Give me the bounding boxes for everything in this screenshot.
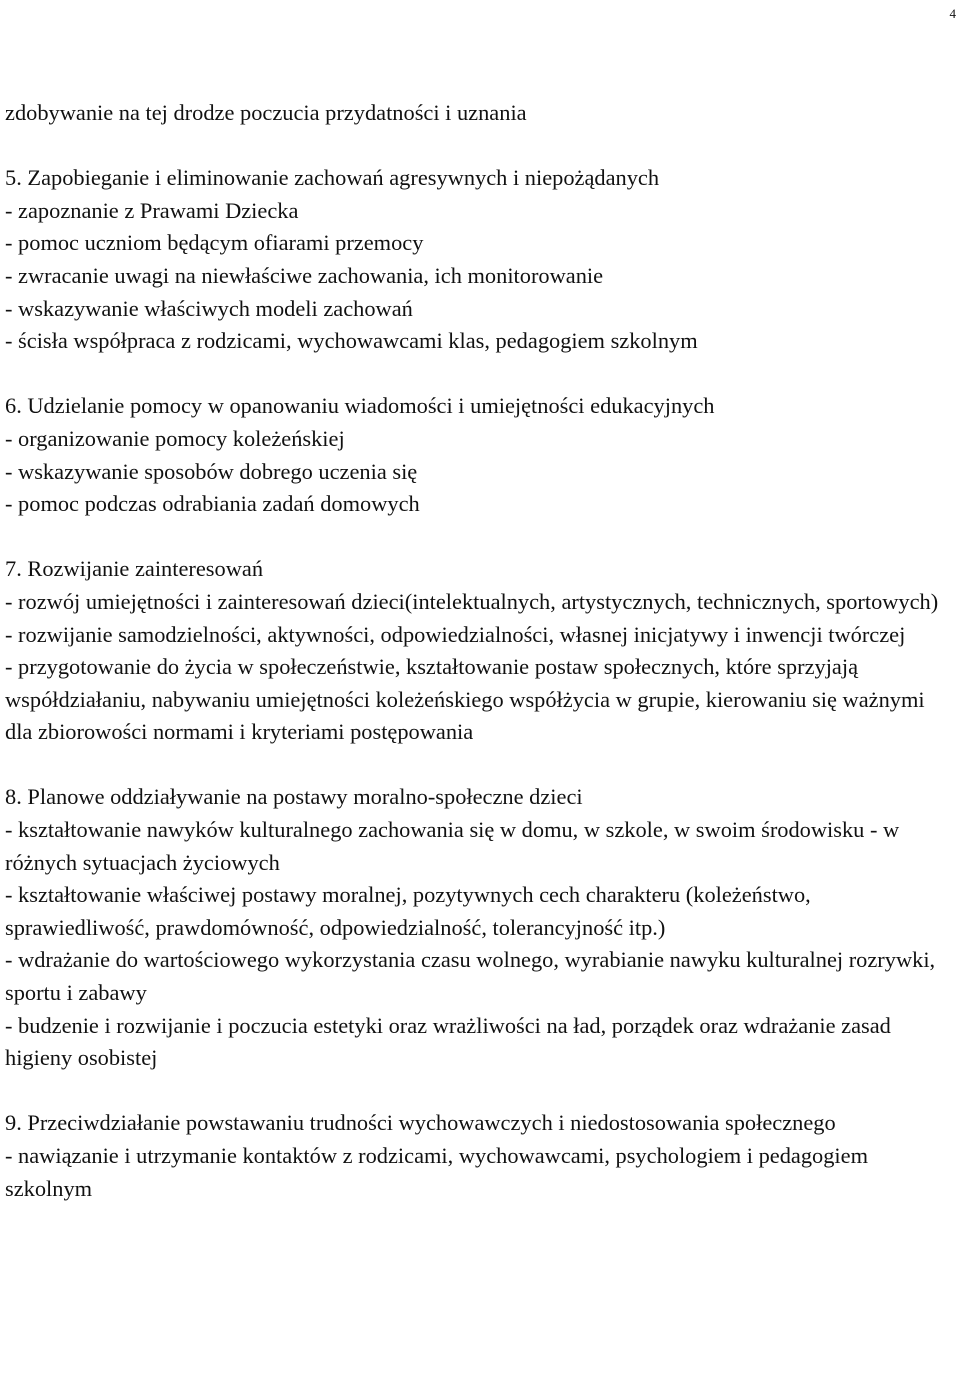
section-5	[5, 162, 957, 358]
section-heading: 9. Przeciwdziałanie powstawaniu trudności wychowawczych i niedostosowania społecznego	[5, 1110, 836, 1136]
intro-line: zdobywanie na tej drodze poczucia przydatności i uznania	[5, 100, 527, 125]
list-item: - wskazywanie właściwych modeli zachowań	[5, 295, 413, 321]
page-number: 4	[949, 6, 956, 21]
list-item: - ścisła współpraca z rodzicami, wychowawcami klas, pedagogiem szkolnym	[5, 328, 698, 354]
section-9	[5, 1107, 957, 1205]
list-item: - wdrażanie do wartościowego wykorzystania czasu wolnego, wyrabianie nawyku kulturalnej rozrywki, sportu i zabawy	[5, 947, 936, 1006]
list-item: - zapoznanie z Prawami Dziecka	[5, 197, 299, 223]
list-item: - pomoc uczniom będącym ofiarami przemocy	[5, 230, 424, 256]
list-item: - rozwijanie samodzielności, aktywności, odpowiedzialności, własnej inicjatywy i inwencji twórczej	[5, 621, 906, 647]
section-heading: 5. Zapobieganie i eliminowanie zachowań agresywnych i niepożądanych	[5, 165, 660, 191]
document-body	[5, 97, 957, 1205]
list-item: - rozwój umiejętności i zainteresowań dzieci(intelektualnych, artystycznych, technicznych, sportowych)	[5, 588, 939, 614]
section-8	[5, 781, 957, 1074]
section-heading: 7. Rozwijanie zainteresowań	[5, 556, 264, 582]
section-6	[5, 390, 957, 520]
list-item: - zwracanie uwagi na niewłaściwe zachowania, ich monitorowanie	[5, 262, 604, 288]
list-item: - nawiązanie i utrzymanie kontaktów z rodzicami, wychowawcami, psychologiem i pedagogiem szkolnym	[5, 1143, 868, 1201]
list-item: - wskazywanie sposobów dobrego uczenia się	[5, 458, 418, 484]
intro-section	[5, 97, 957, 130]
list-item: - kształtowanie właściwej postawy moralnej, pozytywnych cech charakteru (koleżeństwo, sprawiedliwość, prawdomówność, odpowiedzialność, tolerancyjność itp.)	[5, 882, 811, 940]
list-item: - organizowanie pomocy koleżeńskiej	[5, 425, 345, 451]
list-item: - kształtowanie nawyków kulturalnego zachowania się w domu, w szkole, w swoim środowisku - w różnych sytuacjach życiowych	[5, 817, 900, 875]
section-heading: 8. Planowe oddziaływanie na postawy moralno-społeczne dzieci	[5, 784, 583, 810]
section-heading: 6. Udzielanie pomocy w opanowaniu wiadomości i umiejętności edukacyjnych	[5, 393, 715, 419]
section-7	[5, 553, 957, 749]
list-item: - pomoc podczas odrabiania zadań domowych	[5, 491, 420, 517]
list-item: - budzenie i rozwijanie i poczucia estetyki oraz wrażliwości na ład, porządek oraz wdrażanie zasad higieny osobistej	[5, 1012, 891, 1071]
list-item: - przygotowanie do życia w społeczeństwie, kształtowanie postaw społecznych, które sprzyjają współdziałaniu, nabywaniu umiejętności koleżeńskiego współżycia w grupie, kierowaniu się ważnymi dla zbiorowości normami i kryteriami postępowania	[5, 654, 925, 745]
